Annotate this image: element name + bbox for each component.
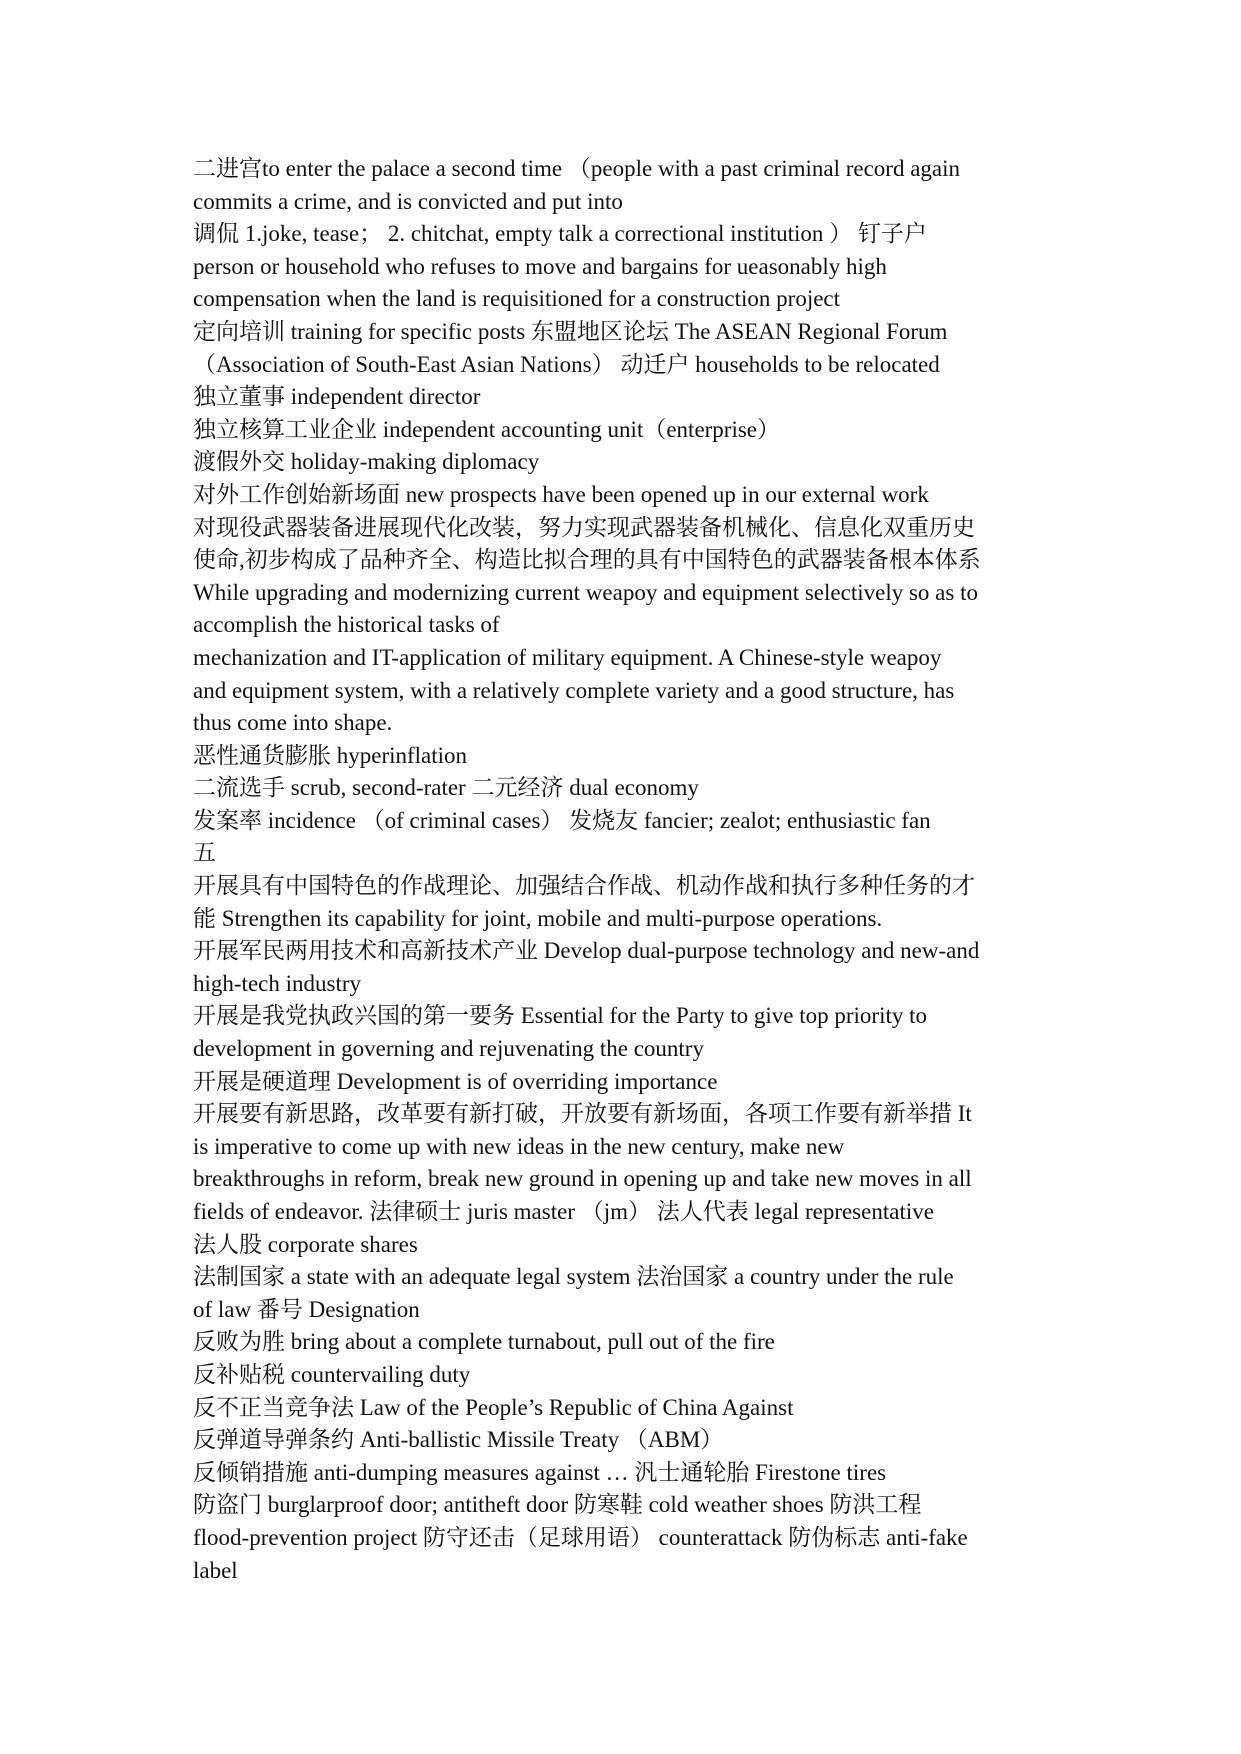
text-line: 反倾销措施 anti-dumping measures against … 汎士通轮胎 Firestone tires <box>193 1459 887 1485</box>
text-line: 开展是我党执政兴国的第一要务 Essential for the Party to give top priority to <box>193 1003 928 1029</box>
text-line: high-tech industry <box>193 970 361 996</box>
text-line: label <box>193 1557 238 1583</box>
text-line: 反败为胜 bring about a complete turnabout, pull out of the fire <box>193 1329 775 1355</box>
text-line: 开展要有新思路，改革要有新打破，开放要有新场面，各项工作要有新举措 It <box>193 1101 972 1127</box>
text-line: 反不正当竞争法 Law of the People’s Republic of China Against <box>193 1394 794 1420</box>
text-line: 防盗门 burglarproof door; antitheft door 防寒鞋 cold weather shoes 防洪工程 <box>193 1492 922 1518</box>
text-line: compensation when the land is requisitioned for a construction project <box>193 286 841 312</box>
text-line: 使命,初步构成了品种齐全、构造比拟合理的具有中国特色的武器装备根本体系 <box>193 547 981 573</box>
text-line: 定向培训 training for specific posts 东盟地区论坛 The ASEAN Regional Forum <box>193 318 948 344</box>
text-line: mechanization and IT-application of military equipment. A Chinese-style weapoy <box>193 644 942 670</box>
text-line: 法人股 corporate shares <box>193 1231 418 1257</box>
text-line: breakthroughs in reform, break new ground in opening up and take new moves in all <box>193 1166 972 1192</box>
text-line: While upgrading and modernizing current weapoy and equipment selectively so as to <box>193 579 978 605</box>
text-line: and equipment system, with a relatively complete variety and a good structure, has <box>193 677 955 703</box>
text-line: flood-prevention project 防守还击（足球用语） counterattack 防伪标志 anti-fake <box>193 1524 968 1550</box>
glossary-text <box>193 153 1055 1587</box>
text-line: commits a crime, and is convicted and put into <box>193 188 623 214</box>
text-line: 二流选手 scrub, second-rater 二元经济 dual economy <box>193 775 699 801</box>
text-line: 开展具有中国特色的作战理论、加强结合作战、机动作战和执行多种任务的才 <box>193 873 975 899</box>
text-line: thus come into shape. <box>193 710 393 736</box>
text-line: 反弹道导弹条约 Anti-ballistic Missile Treaty （ABM） <box>193 1427 724 1453</box>
text-line: 法制国家 a state with an adequate legal system 法治国家 a country under the rule <box>193 1264 954 1290</box>
text-line: fields of endeavor. 法律硕士 juris master （jm） 法人代表 legal representative <box>193 1199 934 1224</box>
text-line: 开展军民两用技术和高新技术产业 Develop dual-purpose technology and new-and <box>193 938 980 964</box>
text-line: of law 番号 Designation <box>193 1296 420 1322</box>
text-line: 五 <box>193 840 216 866</box>
text-line: 发案率 incidence （of criminal cases） 发烧友 fancier; zealot; enthusiastic fan <box>193 807 931 833</box>
text-line: 反补贴税 countervailing duty <box>193 1361 471 1387</box>
text-line: 独立董事 independent director <box>193 384 481 410</box>
text-line: person or household who refuses to move and bargains for ueasonably high <box>193 253 887 279</box>
text-line: （Association of South-East Asian Nations） 动迁户 households to be relocated <box>193 351 940 377</box>
text-line: 开展是硬道理 Development is of overriding importance <box>193 1068 718 1094</box>
text-line: 渡假外交 holiday-making diplomacy <box>193 449 540 475</box>
text-line: development in governing and rejuvenating the country <box>193 1036 704 1062</box>
text-line: 二进宫to enter the palace a second time （people with a past criminal record again <box>193 156 961 181</box>
text-line: 能 Strengthen its capability for joint, mobile and multi-purpose operations. <box>193 905 883 931</box>
text-line: is imperative to come up with new ideas in the new century, make new <box>193 1133 845 1159</box>
text-line: 对现役武器装备进展现代化改装，努力实现武器装备机械化、信息化双重历史 <box>193 514 975 540</box>
text-line: 恶性通货膨胀 hyperinflation <box>193 742 468 768</box>
text-line: 调侃 1.joke, tease； 2. chitchat, empty talk a correctional institution ） 钉子户 <box>193 221 927 247</box>
text-line: 对外工作创始新场面 new prospects have been opened up in our external work <box>193 481 929 507</box>
text-line: accomplish the historical tasks of <box>193 612 500 638</box>
text-line: 独立核算工业企业 independent accounting unit（enterprise） <box>193 416 781 442</box>
